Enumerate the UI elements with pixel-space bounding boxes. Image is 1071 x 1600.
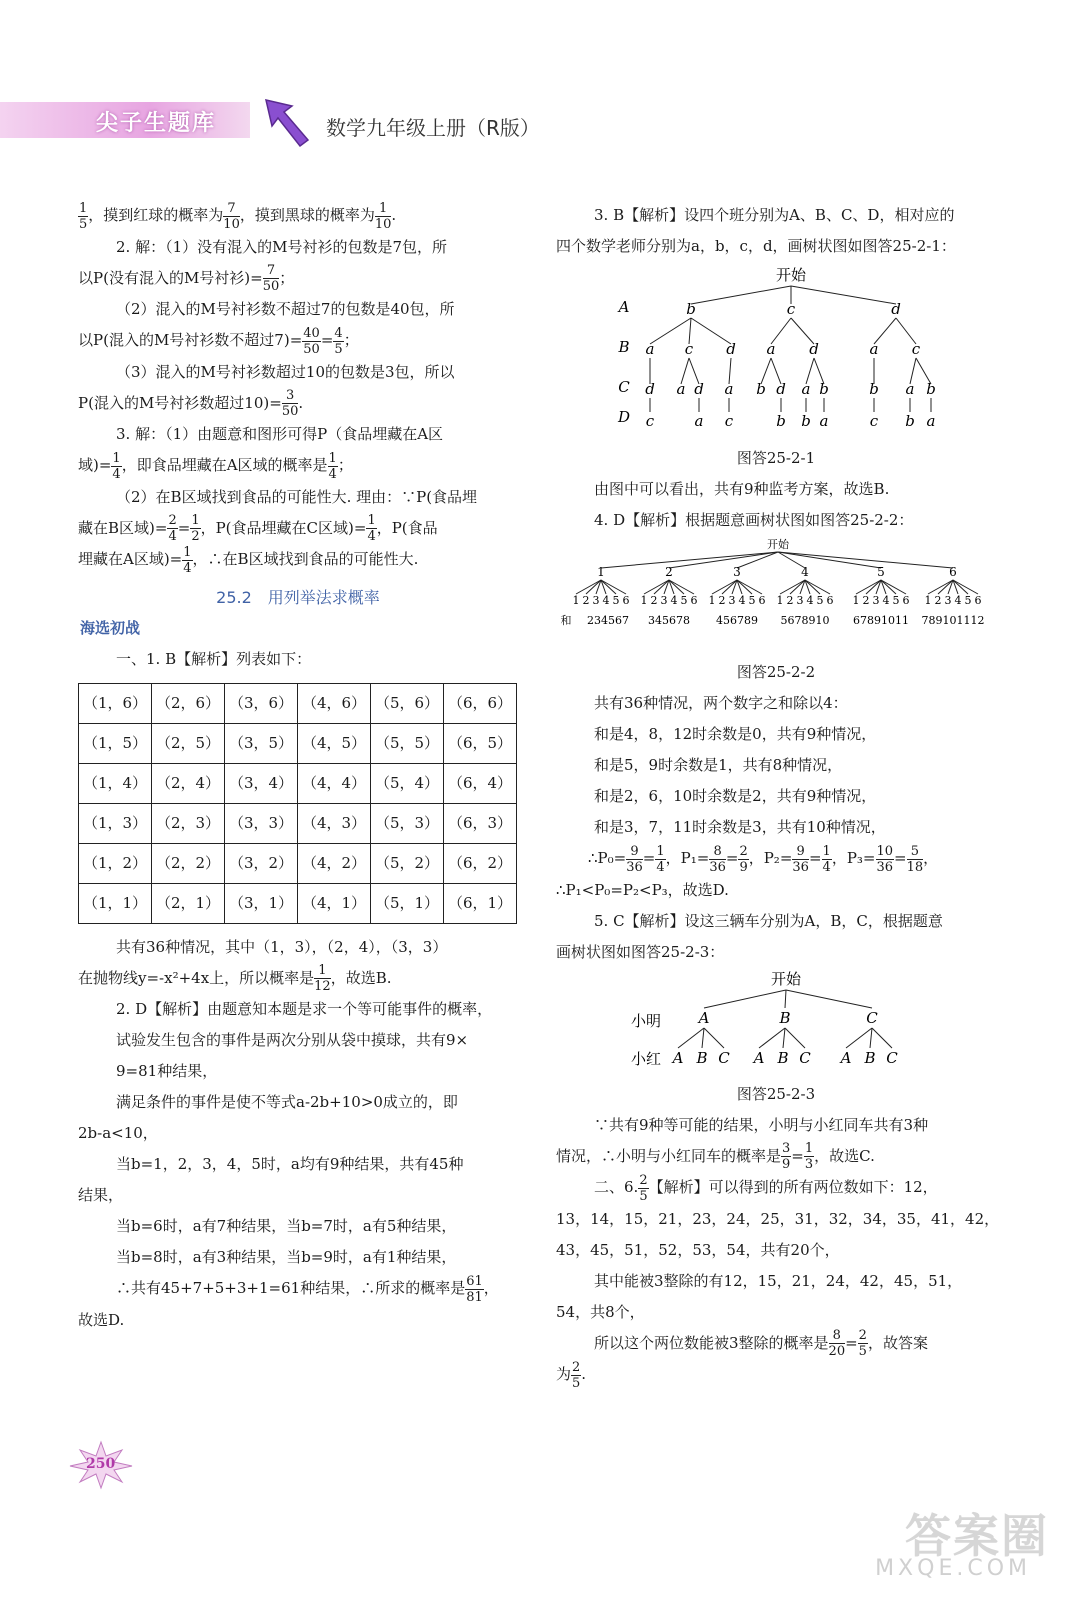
tree-edge	[691, 286, 791, 304]
line: 四个数学老师分别为a，b，c，d，画树状图如图答25-2-1：	[556, 237, 956, 255]
tree-leaf: 3	[944, 594, 952, 607]
tree-node: 5	[877, 565, 885, 579]
tree-node: 1	[597, 565, 605, 579]
table-cell: （2，5）	[152, 723, 225, 763]
table-cell: （3，5）	[225, 723, 298, 763]
table-cell: （2，1）	[152, 883, 225, 923]
tree-leaf: 2	[718, 594, 726, 607]
tree-node: a	[819, 412, 829, 430]
brand-title: 尖子生题库	[96, 111, 217, 136]
tree-leaf: 5	[964, 594, 972, 607]
line: 结果，	[78, 1186, 124, 1204]
line: 以P(混入的M号衬衫数不超过7)= $\frac{40}{50}$ = $\frac{4}{5}$ ；	[78, 325, 359, 357]
line: 5. C【解析】设这三辆车分别为A，B，C，根据题意	[594, 911, 943, 930]
line: $\frac{1}{5}$ ，摸到红球的概率为 $\frac{7}{10}$ ，摸到黑球的概率为 $\frac{1}{10}$ .	[79, 200, 397, 232]
line: 试验发生包含的事件是两次分别从袋中摸球，共有9×	[116, 1031, 469, 1049]
tree-edge	[704, 1028, 724, 1048]
tree-edge	[791, 286, 896, 304]
tree-edge	[737, 552, 778, 568]
tree-node: 3	[733, 565, 741, 579]
outcome-table	[78, 683, 517, 924]
tree-node: d	[726, 340, 736, 358]
book-title: 数学九年级上册（R版）	[326, 116, 540, 140]
tree-leaf: C	[799, 1048, 811, 1067]
line: 3. B【解析】设四个班分别为A、B、C、D，相对应的	[594, 206, 955, 224]
watermark-logo: 答案圈	[905, 1509, 1049, 1563]
table-cell: （5，5）	[371, 723, 444, 763]
watermark-url: MXQE.COM	[875, 1556, 1031, 1581]
table-cell: （6，3）	[444, 803, 517, 843]
tree-node: a	[676, 380, 686, 398]
fraction: $\frac{5}{18}$	[906, 843, 924, 875]
tree-leaf: C	[886, 1048, 898, 1067]
tree-node: 6	[949, 565, 957, 579]
line: 4. D【解析】根据题意画树状图如图答25-2-2：	[594, 511, 914, 529]
tree-node: a	[801, 380, 811, 398]
line: 9=81种结果，	[116, 1062, 218, 1080]
tree-leaf: 2	[862, 594, 870, 607]
line: （2）在B区域找到食品的可能性大. 理由：∵P(食品埋	[116, 487, 478, 506]
tree-leaf: 2	[934, 594, 942, 607]
tree-leaf: 3	[728, 594, 736, 607]
table-cell: （4，2）	[298, 843, 371, 883]
tree-leaf: 4	[954, 594, 962, 607]
table-cell: （4，1）	[298, 883, 371, 923]
table-cell: （6，1）	[444, 883, 517, 923]
tree-node: a	[645, 340, 655, 358]
line: P(混入的M号衬衫数超过10)= $\frac{3}{50}$ .	[78, 388, 304, 419]
tree-leaf: 6	[902, 594, 910, 607]
right-column	[556, 200, 1000, 1391]
fraction: $\frac{9}{36}$	[792, 843, 809, 875]
table-cell: （3，3）	[225, 803, 298, 843]
table-cell: （3，2）	[225, 843, 298, 883]
table-row	[79, 763, 517, 803]
tree-sum: 789101112	[921, 614, 985, 627]
table-cell: （1，4）	[79, 763, 152, 803]
table-row	[79, 803, 517, 843]
tree-sum: 345678	[648, 614, 690, 627]
line: 画树状图如图答25-2-3：	[556, 942, 725, 961]
tree-root: 开始	[775, 266, 807, 284]
tree-edge	[783, 1028, 785, 1048]
table-cell: （6，2）	[444, 843, 517, 883]
tree-node: a	[869, 340, 879, 358]
table-cell: （5，6）	[371, 683, 444, 723]
tree-node: a	[926, 412, 936, 430]
tree-leaf: 6	[690, 594, 698, 607]
tree-edge	[786, 990, 872, 1008]
tree-node: a	[694, 412, 704, 430]
tree-leaf: B	[777, 1048, 789, 1067]
tree-leaf: 4	[670, 594, 678, 607]
tree-leaf: 6	[622, 594, 630, 607]
tree-node: B	[779, 1008, 791, 1027]
line: 由图中可以看出，共有9种监考方案，故选B.	[594, 480, 890, 498]
table-cell: （3，6）	[225, 683, 298, 723]
table-cell: （2，3）	[152, 803, 225, 843]
line: ∴P₁<P₀=P₂<P₃，故选D.	[556, 880, 729, 899]
tree-leaf: 5	[612, 594, 620, 607]
tree-node: a	[905, 380, 915, 398]
line: 43，45，51，52，53，54，共有20个，	[556, 1240, 840, 1259]
tree-row-label: 小明	[630, 1011, 662, 1030]
tree-root: 开始	[770, 969, 802, 988]
fraction: $\frac{7}{50}$	[262, 263, 280, 294]
tree-leaf: 3	[660, 594, 668, 607]
tree-leaf: 6	[974, 594, 982, 607]
line: 和是3，7，11时余数是3，共有10种情况，	[594, 818, 886, 836]
tree-edge	[759, 1028, 785, 1048]
tree-leaf: B	[864, 1048, 876, 1067]
tree-node: 2	[665, 565, 673, 579]
tree-leaf: 3	[592, 594, 600, 607]
tree-diagram-2	[556, 536, 996, 646]
subsection-title: 海选初战	[80, 618, 141, 637]
tree-leaf: 4	[882, 594, 890, 607]
tree-node: c	[645, 412, 655, 430]
tree-node: b	[756, 380, 766, 398]
tree-node: c	[786, 300, 796, 318]
line: 其中能被3整除的有12，15，21，24，42，45，51，	[594, 1271, 963, 1290]
fraction: $\frac{1}{5}$	[79, 200, 88, 232]
line: 和是5，9时余数是1，共有8种情况，	[594, 756, 843, 774]
fraction: $\frac{61}{81}$	[466, 1273, 483, 1305]
tree-node: d	[645, 380, 655, 398]
line: 和是4，8，12时余数是0，共有9种情况，	[594, 725, 877, 743]
tree-leaf: 5	[748, 594, 756, 607]
tree-edge	[691, 318, 731, 344]
line: 共有36种情况，两个数字之和除以4：	[594, 694, 848, 712]
fraction: $\frac{3}{9}$	[782, 1141, 791, 1172]
line: 满足条件的事件是使不等式a-2b+10>0成立的，即	[116, 1093, 458, 1111]
fraction: $\frac{1}{4}$	[328, 450, 337, 482]
tree-edge	[678, 1028, 704, 1048]
table-cell: （1，5）	[79, 723, 152, 763]
tree-row-label: A	[618, 298, 630, 316]
tree-node: b	[905, 412, 915, 430]
tree-edge	[702, 1028, 704, 1048]
fraction: $\frac{8}{20}$	[828, 1328, 846, 1359]
tree-row-label: C	[618, 378, 630, 396]
tree-diagram-3	[556, 968, 996, 1068]
tree-leaf: 5	[680, 594, 688, 607]
table-cell: （1，6）	[79, 683, 152, 723]
line: ∴P₀= $\frac{9}{36}$ = $\frac{1}{4}$ ，P₁= $\frac{8}{36}$ = $\frac{2}{9}$ ，P₂= $\frac{9}{36}$ = $\frac{1}{4}$ ，P₃= $\frac{10}{36}$ = $\frac{5}{18}$ ，	[588, 843, 939, 875]
fraction: $\frac{3}{50}$	[281, 388, 299, 419]
line: 故选D.	[78, 1310, 125, 1329]
tree-edge	[785, 1028, 805, 1048]
tree-node: c	[869, 412, 879, 430]
table-cell: （4，4）	[298, 763, 371, 803]
table-cell: （2，4）	[152, 763, 225, 803]
table-cell: （1，3）	[79, 803, 152, 843]
tree-edge	[785, 990, 786, 1008]
tree-row-label: 小红	[630, 1049, 662, 1068]
tree-node: c	[911, 340, 921, 358]
tree-node: C	[866, 1008, 878, 1027]
tree-node: a	[724, 380, 734, 398]
line: （2）混入的M号衬衫数不超过7的包数是40包，所	[116, 300, 455, 318]
table-cell: （4，5）	[298, 723, 371, 763]
tree-leaf: 1	[776, 594, 784, 607]
figure-caption: 图答25-2-2	[736, 663, 816, 681]
tree-sum: 234567	[587, 614, 629, 627]
line: ∴共有45+7+5+3+1=61种结果，∴所求的概率是 $\frac{61}{81}$ ，	[116, 1273, 499, 1305]
fraction: $\frac{1}{4}$	[367, 513, 376, 544]
table-cell: （6，5）	[444, 723, 517, 763]
line: 和是2，6，10时余数是2，共有9种情况，	[594, 787, 877, 805]
tree-leaf: 4	[738, 594, 746, 607]
tree-sum: 456789	[716, 614, 758, 627]
tree-leaf: 2	[582, 594, 590, 607]
tree-node: 4	[801, 565, 809, 579]
line: 所以这个两位数能被3整除的概率是 $\frac{8}{20}$ = $\frac{2}{5}$ ，故答案	[594, 1328, 928, 1359]
fraction: $\frac{2}{4}$	[168, 513, 177, 544]
line: 2. D【解析】由题意知本题是求一个等可能事件的概率，	[116, 1000, 493, 1018]
fraction: $\frac{2}{5}$	[858, 1328, 867, 1359]
fraction: $\frac{7}{10}$	[223, 200, 240, 232]
section-title: 25.2 用列举法求概率	[216, 587, 380, 607]
left-column	[78, 200, 518, 1336]
tree-row-label: B	[618, 338, 630, 356]
tree-edge	[601, 552, 778, 568]
fraction: $\frac{1}{2}$	[191, 513, 200, 544]
page-number: 250	[86, 1456, 116, 1472]
tree-leaf: 1	[640, 594, 648, 607]
tree-node: d	[809, 340, 819, 358]
tree-sum: 67891011	[853, 614, 909, 627]
table-cell: （3，1）	[225, 883, 298, 923]
line: 3. 解：（1）由题意和图形可得P（食品埋藏在A区	[116, 425, 444, 443]
tree-leaf: C	[718, 1048, 730, 1067]
tree-leaf: 2	[650, 594, 658, 607]
tree-node: d	[776, 380, 786, 398]
tree-sum: 5678910	[780, 614, 830, 627]
figure-caption: 图答25-2-1	[736, 449, 816, 467]
tree-node: b	[926, 380, 936, 398]
table-cell: （5，2）	[371, 843, 444, 883]
line: 2b-a<10，	[78, 1124, 158, 1142]
tree-leaf: 1	[852, 594, 860, 607]
line: 当b=8时，a有3种结果，当b=9时，a有1种结果，	[116, 1248, 457, 1266]
tree-leaf: 6	[826, 594, 834, 607]
line: 当b=6时，a有7种结果，当b=7时，a有5种结果，	[116, 1217, 457, 1235]
tree-node: d	[891, 300, 901, 318]
line: 藏在B区域)= $\frac{2}{4}$ = $\frac{1}{2}$ ，P(食品埋藏在C区域)= $\frac{1}{4}$ ，P(食品	[78, 513, 438, 544]
tree-leaf: 1	[708, 594, 716, 607]
tree-node: b	[776, 412, 786, 430]
tree-edge	[872, 1028, 892, 1048]
fraction: $\frac{1}{12}$	[314, 963, 331, 994]
tree-leaf: A	[753, 1048, 765, 1067]
figure-caption: 图答25-2-3	[736, 1084, 816, 1103]
fraction: $\frac{1}{3}$	[804, 1141, 814, 1172]
fraction: $\frac{1}{4}$	[183, 544, 192, 576]
table-cell: （6，6）	[444, 683, 517, 723]
line: 二、6. $\frac{2}{5}$ 【解析】可以得到的所有两位数如下：12，	[594, 1172, 938, 1204]
table-cell: （4，6）	[298, 683, 371, 723]
fraction: $\frac{1}{4}$	[656, 843, 665, 875]
line: 在抛物线y=-x²+4x上，所以概率是 $\frac{1}{12}$ ，故选B.	[78, 963, 392, 994]
tree-node: d	[694, 380, 704, 398]
fraction: $\frac{10}{36}$	[876, 843, 894, 875]
tree-root: 开始	[767, 538, 789, 551]
tree-node: a	[766, 340, 776, 358]
fraction: $\frac{8}{36}$	[709, 843, 726, 875]
table-cell: （5，4）	[371, 763, 444, 803]
table-row	[79, 683, 517, 723]
line: 域)= $\frac{1}{4}$ ，即食品埋藏在A区域的概率是 $\frac{1}{4}$ ；	[78, 450, 353, 482]
fraction: $\frac{1}{10}$	[374, 200, 392, 232]
arrow-icon	[262, 96, 312, 150]
fraction: $\frac{4}{5}$	[334, 325, 343, 357]
tree-node: b	[869, 380, 879, 398]
table-cell: （5，1）	[371, 883, 444, 923]
table-cell: （5，3）	[371, 803, 444, 843]
tree-node: b	[686, 300, 696, 318]
table-cell: （1，1）	[79, 883, 152, 923]
fraction: $\frac{1}{4}$	[112, 450, 121, 482]
tree-leaf: 2	[786, 594, 794, 607]
tree-row-label: 和	[560, 614, 572, 627]
line: 2. 解：（1）没有混入的M号衬衫的包数是7包，所	[116, 237, 448, 256]
tree-leaf: 6	[758, 594, 766, 607]
tree-row-label: D	[617, 408, 631, 426]
line: 一、1. B【解析】列表如下：	[116, 649, 312, 668]
tree-leaf: 5	[816, 594, 824, 607]
tree-leaf: 4	[806, 594, 814, 607]
table-cell: （1，2）	[79, 843, 152, 883]
line: 共有36种情况，其中（1，3），（2，4），（3，3）	[116, 937, 448, 956]
tree-leaf: 5	[892, 594, 900, 607]
tree-leaf: 1	[924, 594, 932, 607]
fraction: $\frac{2}{5}$	[639, 1172, 648, 1204]
tree-leaf: 3	[872, 594, 880, 607]
tree-edge	[870, 1028, 872, 1048]
table-cell: （2，2）	[152, 843, 225, 883]
tree-edge	[846, 1028, 872, 1048]
line: 埋藏在A区域)= $\frac{1}{4}$ ，∴在B区域找到食品的可能性大.	[78, 544, 419, 576]
tree-leaf: B	[696, 1048, 708, 1067]
fraction: $\frac{2}{9}$	[739, 843, 748, 875]
tree-leaf: A	[672, 1048, 684, 1067]
line: ∵共有9种等可能的结果，小明与小红同车共有3种	[594, 1115, 929, 1134]
table-cell: （2，6）	[152, 683, 225, 723]
table-row	[79, 883, 517, 923]
fraction: $\frac{9}{36}$	[626, 843, 643, 875]
tree-leaf: 4	[602, 594, 610, 607]
tree-leaf: 3	[796, 594, 804, 607]
line: 54，共8个，	[556, 1302, 645, 1321]
line: 当b=1，2，3，4，5时，a均有9种结果，共有45种	[116, 1155, 464, 1173]
table-row	[79, 723, 517, 763]
table-row	[79, 843, 517, 883]
fraction: $\frac{40}{50}$	[303, 325, 320, 357]
line: （3）混入的M号衬衫数超过10的包数是3包，所以	[116, 362, 455, 381]
tree-diagram-1	[556, 262, 996, 432]
line: 情况，∴小明与小红同车的概率是 $\frac{3}{9}$ = $\frac{1}{3}$ ，故选C.	[556, 1141, 875, 1172]
tree-node: b	[819, 380, 829, 398]
line: 13，14，15，21，23，24，25，31，32，34，35，41，42，	[556, 1209, 1000, 1228]
tree-node: b	[801, 412, 811, 430]
fraction: $\frac{2}{5}$	[572, 1359, 581, 1391]
tree-leaf: A	[840, 1048, 852, 1067]
tree-edge	[704, 990, 786, 1008]
line: 以P(没有混入的M号衬衫)= $\frac{7}{50}$ ；	[78, 263, 295, 294]
table-cell: （3，4）	[225, 763, 298, 803]
table-cell: （6，4）	[444, 763, 517, 803]
line: 为 $\frac{2}{5}$ .	[556, 1359, 587, 1391]
tree-node: c	[724, 412, 734, 430]
table-cell: （4，3）	[298, 803, 371, 843]
tree-node: c	[684, 340, 694, 358]
fraction: $\frac{1}{4}$	[822, 843, 831, 875]
tree-leaf: 1	[572, 594, 580, 607]
tree-node: A	[698, 1008, 710, 1027]
